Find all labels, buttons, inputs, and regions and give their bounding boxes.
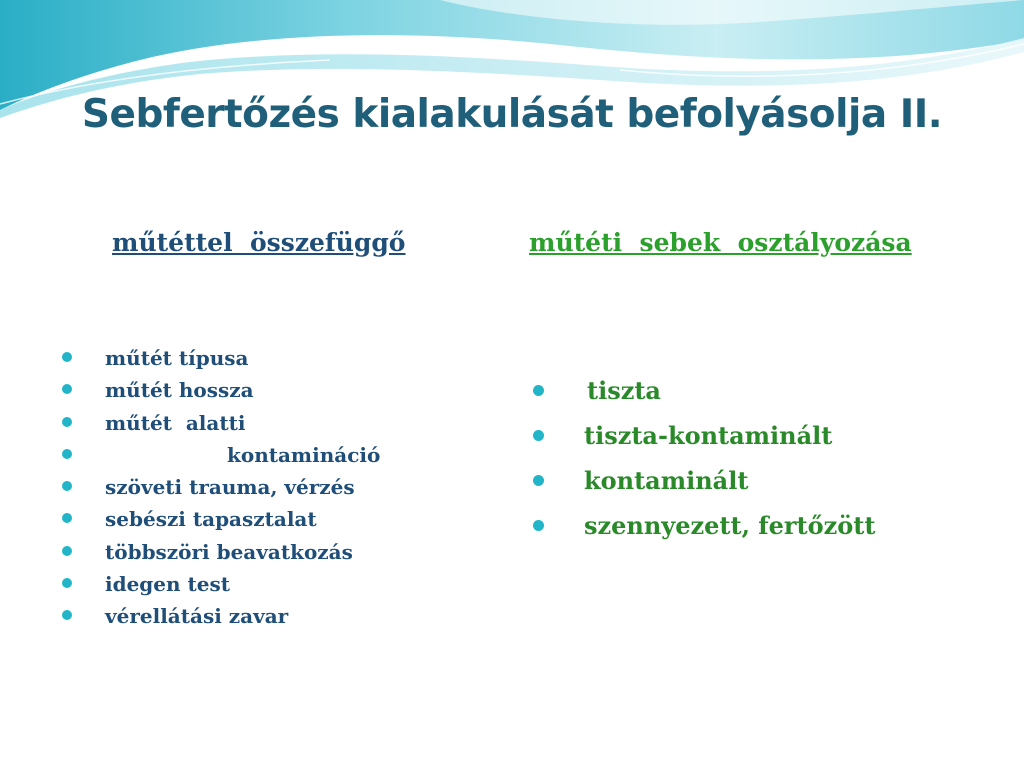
bullet-dot-icon [533, 430, 544, 441]
list-item [533, 510, 876, 555]
list-item-text: tiszta [587, 376, 661, 405]
list-item-text: kontaminált [584, 466, 749, 495]
bullet-dot-icon [62, 546, 72, 556]
left-bullet-list [62, 344, 381, 635]
slide-title: Sebfertőzés kialakulását befolyásolja II. [81, 92, 943, 137]
list-item-text: idegen test [105, 572, 230, 597]
bullet-dot-icon [62, 513, 72, 523]
bullet-dot-icon [62, 384, 72, 394]
list-item [62, 538, 353, 570]
right-column-heading: műtéti sebek osztályozása [529, 228, 912, 257]
bullet-dot-icon [533, 520, 544, 531]
bullet-dot-icon [62, 449, 72, 459]
list-item-text: vérellátási zavar [105, 604, 289, 629]
bullet-dot-icon [62, 417, 72, 427]
list-item [62, 505, 317, 537]
list-item [62, 376, 254, 408]
list-item [533, 465, 749, 510]
list-item [62, 344, 249, 376]
list-item [62, 473, 355, 505]
list-item-text: többszöri beavatkozás [105, 539, 353, 564]
left-column-heading: műtéttel összefüggő [112, 228, 406, 257]
bullet-dot-icon [62, 610, 72, 620]
list-item [62, 602, 289, 634]
list-item [62, 441, 381, 473]
list-item-text: műtét hossza [105, 378, 254, 403]
list-item-text: sebészi tapasztalat [105, 507, 317, 532]
list-item [533, 375, 661, 420]
list-item-text: műtét típusa [105, 346, 249, 370]
right-bullet-list [533, 375, 876, 555]
bullet-dot-icon [62, 578, 72, 588]
bullet-dot-icon [533, 475, 544, 486]
list-item-text: szennyezett, fertőzött [584, 511, 876, 540]
list-item-text: kontamináció [227, 442, 381, 467]
bullet-dot-icon [533, 385, 544, 396]
bullet-dot-icon [62, 352, 72, 362]
list-item [62, 570, 230, 602]
list-item [62, 409, 246, 441]
list-item-text: tiszta-kontaminált [584, 421, 833, 450]
list-item-text: szöveti trauma, vérzés [105, 475, 355, 500]
bullet-dot-icon [62, 481, 72, 491]
list-item-text: műtét alatti [105, 410, 246, 435]
list-item [533, 420, 833, 465]
